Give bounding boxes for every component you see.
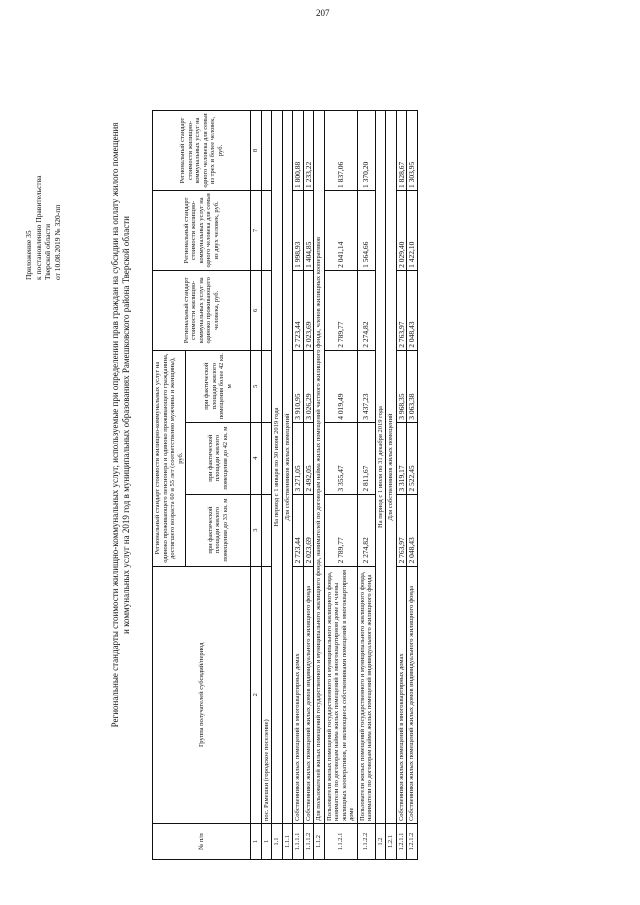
- row-text: Собственники жилых помещений жилых домов индивидуального жилищного фонда: [303, 566, 314, 824]
- value-cell: 3 910,95: [293, 350, 304, 422]
- row-text: Пользователи жилых помещений государственного и муниципального жилищного фонда, наниматели по договорам найма жилых помещений индивидуального жилищного фонда: [357, 566, 375, 824]
- title-line: и коммунальных услуг на 2019 год в муниципальных образованиях Рамешковского района Тверской области: [121, 216, 131, 634]
- appendix-line: Тверской области: [43, 223, 52, 280]
- document-title: [110, 95, 132, 755]
- value-cell: 3 319,17: [396, 422, 407, 494]
- value-cell: 2 029,40: [396, 190, 407, 270]
- value-cell: 2 041,14: [324, 190, 357, 270]
- group-heading: Для собственников жилых помещений: [282, 111, 293, 824]
- value-cell: 4 019,49: [324, 350, 357, 422]
- value-cell: 2 048,43: [407, 270, 418, 350]
- value-cell: 1 303,95: [407, 111, 418, 191]
- row-text: Пользователи жилых помещений государственного и муниципального жилищного фонда, наниматели по договорам найма жилых помещений в многоквартирном доме и члены жилищных кооперативов, не являющиеся собственниками помещений в многоквартирном доме: [324, 566, 357, 824]
- value-cell: 3 271,05: [293, 422, 304, 494]
- header-single: Региональный стандарт стоимости жилищно-коммунальных услуг на одиноко проживающего человека, руб.: [153, 270, 251, 350]
- index-cell: 2: [251, 566, 262, 824]
- value-cell: 3 355,47: [324, 422, 357, 494]
- table-row: [293, 111, 304, 860]
- appendix-line: Приложение 35: [24, 230, 33, 280]
- header-row: [153, 111, 186, 860]
- value-cell: 1 422,10: [407, 190, 418, 270]
- value-cell: 2 723,44: [293, 270, 304, 350]
- value-cell: 1 370,20: [357, 111, 375, 191]
- value-cell: 3 026,29: [303, 350, 314, 422]
- table-row: [375, 111, 386, 860]
- index-cell: 3: [251, 494, 262, 566]
- row-code: 1.1.1.2: [303, 824, 314, 860]
- table-row: [396, 111, 407, 860]
- value-cell: 2 789,77: [324, 270, 357, 350]
- row-code: 1.2: [375, 824, 386, 860]
- group-heading: Для собственников жилых помещений: [386, 111, 397, 824]
- value-cell: 1 404,85: [303, 190, 314, 270]
- value-cell: 1 233,22: [303, 111, 314, 191]
- period-heading: На период с 1 января по 30 июня 2019 года: [272, 111, 283, 824]
- row-code: 1.1: [272, 824, 283, 860]
- row-text: Собственники жилых помещений в многоквартирных домах: [396, 566, 407, 824]
- row-text: Собственники жилых помещений в многоквартирных домах: [293, 566, 304, 824]
- table-row: [272, 111, 283, 860]
- value-cell: 2 274,82: [357, 270, 375, 350]
- table-row: [357, 111, 375, 860]
- standards-table: [152, 110, 418, 860]
- appendix-line: к постановлению Правительства: [33, 175, 43, 280]
- row-code: 1: [261, 824, 272, 860]
- header-standard-group: Региональный стандарт стоимости жилищно-коммунальных услуг на одиноко проживающего пенсионера и одиноко проживающего гражданина, достигшего возраста 60 и 55 лет (соответственно мужчины и женщины), руб.: [153, 350, 186, 566]
- appendix-note: [24, 176, 62, 280]
- header-group: Группа получателей субсидий/период: [153, 566, 251, 824]
- value-cell: 3 437,23: [357, 350, 375, 422]
- group-heading: Для пользователей жилых помещений государственного и муниципального жилищного фонда, нанимателей по договорам найма жилых помещений частного жилищного фонда, членов жилищных кооперативов: [314, 111, 325, 824]
- appendix-line: от 10.08.2019 № 320-пп: [52, 204, 62, 280]
- value-cell: 1 564,66: [357, 190, 375, 270]
- row-code: 1.2.1.1: [396, 824, 407, 860]
- value-cell: 2 723,44: [293, 494, 304, 566]
- value-cell: 2 023,69: [303, 494, 314, 566]
- period-heading: На период с 1 июля по 31 декабря 2019 года: [375, 111, 386, 824]
- header-two: Региональный стандарт стоимости жилищно-коммунальных услуг на одного человека для семьи из двух человек, руб.: [153, 190, 251, 270]
- value-cell: 2 763,97: [396, 494, 407, 566]
- table-row: [386, 111, 397, 860]
- index-cell: 7: [251, 190, 262, 270]
- value-cell: 2 492,05: [303, 422, 314, 494]
- table-row: [407, 111, 418, 860]
- value-cell: 2 789,77: [324, 494, 357, 566]
- row-code: 1.2.1.2: [407, 824, 418, 860]
- header-three: Региональный стандарт стоимости жилищно-коммунальных услуг на одного человека для семьи из трех и более человек, руб.: [153, 111, 251, 191]
- table-row: [261, 111, 272, 860]
- table-row: [314, 111, 325, 860]
- row-code: 1.1.1: [282, 824, 293, 860]
- row-code: 1.1.2.1: [324, 824, 357, 860]
- value-cell: 2 048,43: [407, 494, 418, 566]
- value-cell: 3 063,38: [407, 350, 418, 422]
- index-cell: 1: [251, 824, 262, 860]
- index-cell: 6: [251, 270, 262, 350]
- value-cell: 2 023,69: [303, 270, 314, 350]
- row-text: пос. Рамешки (городское поселение): [261, 566, 272, 824]
- table-row: [303, 111, 314, 860]
- table-row: [324, 111, 357, 860]
- header-sub1: при фактической площади жилого помещения до 33 кв. м: [186, 494, 251, 566]
- header-sub2: при фактической площади жилого помещения до 42 кв. м: [186, 422, 251, 494]
- row-code: 1.1.1.1: [293, 824, 304, 860]
- table-row: [282, 111, 293, 860]
- value-cell: 2 522,45: [407, 422, 418, 494]
- value-cell: 1 800,88: [293, 111, 304, 191]
- header-num: № п/п: [153, 824, 251, 860]
- row-code: 1.1.2: [314, 824, 325, 860]
- row-code: 1.1.2.2: [357, 824, 375, 860]
- value-cell: 2 274,82: [357, 494, 375, 566]
- index-cell: 4: [251, 422, 262, 494]
- value-cell: 1 828,67: [396, 111, 407, 191]
- value-cell: 1 837,06: [324, 111, 357, 191]
- header-sub3: при фактической площади жилого помещения более 42 кв. м: [186, 350, 251, 422]
- value-cell: 1 998,93: [293, 190, 304, 270]
- title-line: Региональные стандарты стоимости жилищно-коммунальных услуг, используемые при определении прав граждан на субсидии на оплату жилого помещения: [110, 122, 120, 728]
- index-cell: 8: [251, 111, 262, 191]
- index-cell: 5: [251, 350, 262, 422]
- row-code: 1.2.1: [386, 824, 397, 860]
- index-row: [251, 111, 262, 860]
- row-text: Собственники жилых помещений жилых домов индивидуального жилищного фонда: [407, 566, 418, 824]
- value-cell: 3 968,35: [396, 350, 407, 422]
- page-number: 207: [316, 8, 330, 18]
- value-cell: 2 811,67: [357, 422, 375, 494]
- value-cell: 2 763,97: [396, 270, 407, 350]
